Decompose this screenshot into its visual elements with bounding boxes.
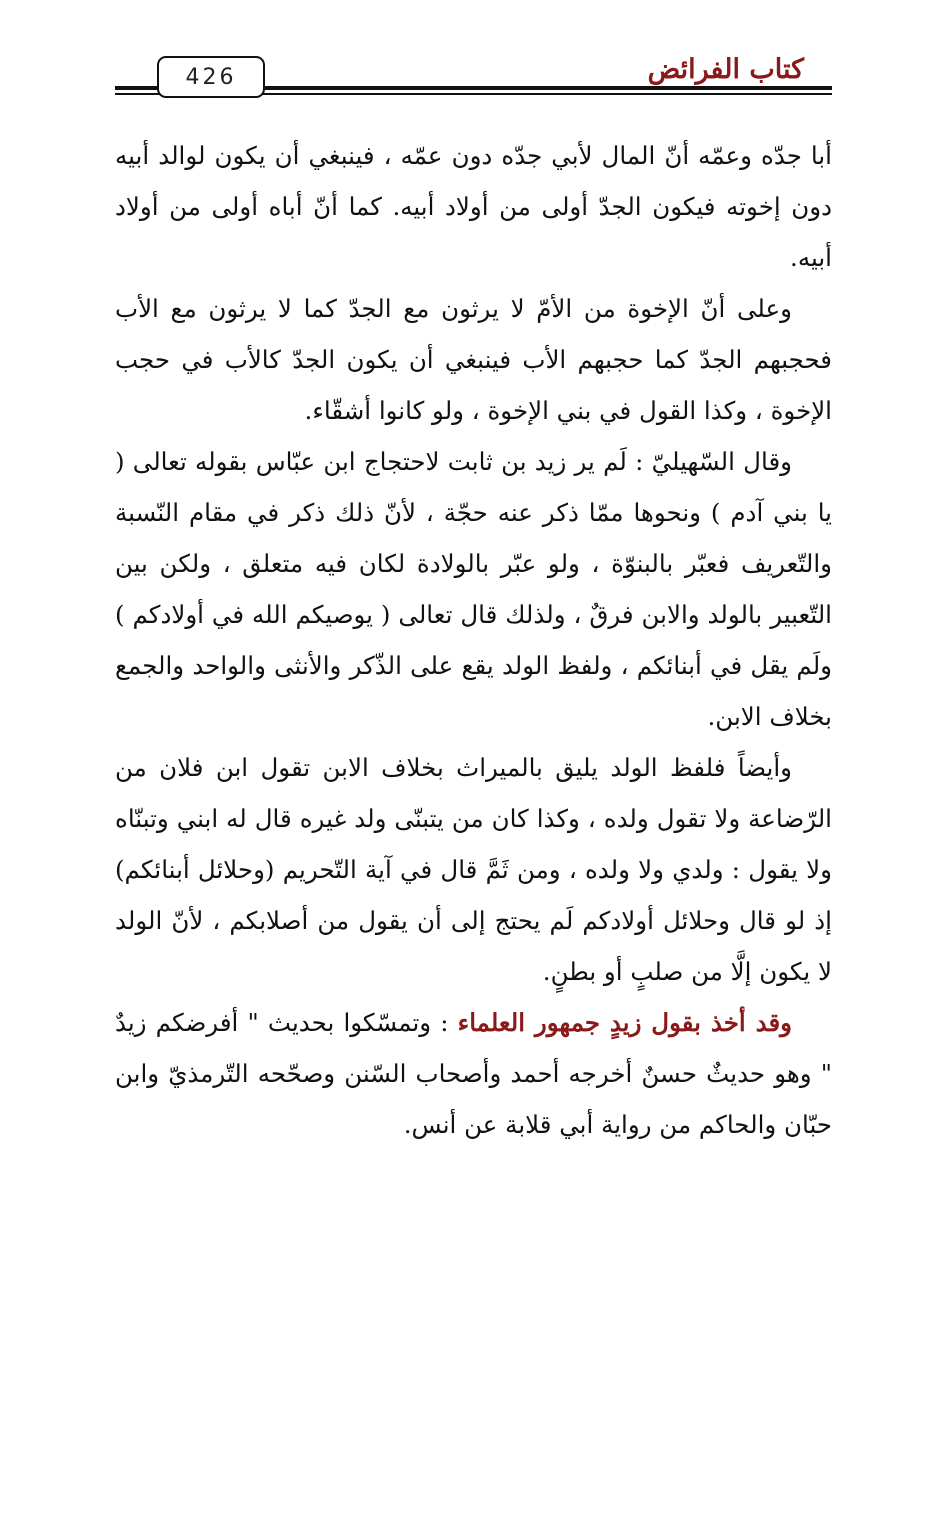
paragraph-4: وأيضاً فلفظ الولد يليق بالميراث بخلاف الابن تقول ابن فلان من الرّضاعة ولا تقول ولده ، وكذا كان من يتبنّى ولد غيره قال له ابني وتبنّاه ولا يقول : ولدي ولا ولده ، ومن ثَمَّ قال في آية التّحريم (وحلائل أبنائكم) إذ لو قال وحلائل أولادكم لَم يحتج إلى أن يقول من أصلابكم ، لأنّ الولد لا يكون إلَّا من صلبٍ أو بطنٍ. xyxy=(115,753,832,986)
paragraph-5-text: : وتمسّكوا بحديث " أفرضكم زيدٌ " وهو حديثٌ حسنٌ أخرجه أحمد وأصحاب السّنن وصحّحه التّرمذيّ وابن حبّان والحاكم من رواية أبي قلابة عن أنس. xyxy=(115,1008,832,1139)
page-body xyxy=(115,130,832,1150)
paragraph-3: وقال السّهيليّ : لَم ير زيد بن ثابت لاحتجاج ابن عبّاس بقوله تعالى ( يا بني آدم ) ونحوها ممّا ذكر عنه حجّة ، لأنّ ذلك ذكر في مقام النّسبة والتّعريف فعبّر بالبنوّة ، ولو عبّر بالولادة لكان فيه متعلق ، ولكن بين التّعبير بالولد والابن فرقٌ ، ولذلك قال تعالى ( يوصيكم الله في أولادكم ) ولَم يقل في أبنائكم ، ولفظ الولد يقع على الذّكر والأنثى والواحد والجمع بخلاف الابن. xyxy=(115,447,832,731)
paragraph-5 xyxy=(115,997,832,1150)
book-title: كتاب الفرائض xyxy=(642,54,810,86)
paragraph-1: أبا جدّه وعمّه أنّ المال لأبي جدّه دون عمّه ، فينبغي أن يكون لوالد أبيه دون إخوته فيكون الجدّ أولى من أولاد أبيه. كما أنّ أباه أولى من أولاد أبيه. xyxy=(115,141,832,272)
page-number: 426 xyxy=(157,56,265,98)
paragraph-2: وعلى أنّ الإخوة من الأمّ لا يرثون مع الجدّ كما لا يرثون مع الأب فحجبهم الجدّ كما حجبهم الأب فينبغي أن يكون الجدّ كالأب في حجب الإخوة ، وكذا القول في بني الإخوة ، ولو كانوا أشقّاء. xyxy=(115,294,832,425)
highlighted-heading: وقد أخذ بقول زيدٍ جمهور العلماء xyxy=(457,1008,792,1037)
page-header xyxy=(115,52,832,102)
